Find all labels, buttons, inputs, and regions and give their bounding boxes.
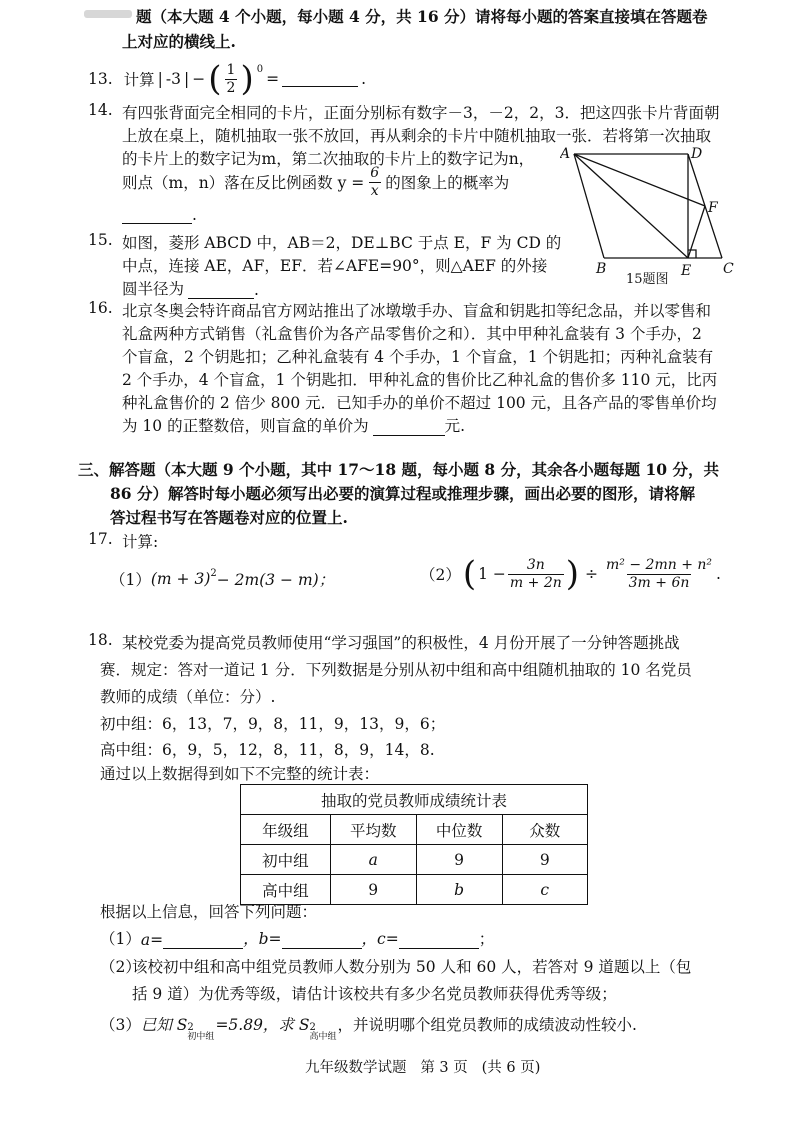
table-cell: 初中组 xyxy=(241,845,331,875)
q13-fraction xyxy=(225,63,238,95)
q18-sub3-sub2: 高中组 xyxy=(309,1032,337,1042)
q14-number: 14. xyxy=(88,101,113,119)
q17-part2-one-minus: 1 − xyxy=(478,565,506,583)
segment-AB xyxy=(574,154,604,258)
q17-part2-end: . xyxy=(716,565,721,583)
q17-part2-right-paren: ) xyxy=(565,554,580,594)
q17-part2-left-paren: ( xyxy=(462,554,477,594)
q14-line3: 的卡片上的数字记为m，第二次抽取的卡片上的数字记为n， xyxy=(122,150,535,168)
table-cell: 9 xyxy=(502,845,587,875)
table-cell: 9 xyxy=(416,845,502,875)
q14-line2: 上放在桌上，随机抽取一张不放回，再从剩余的卡片中随机抽取一张．若将第一次抽取 xyxy=(122,127,712,145)
q16-line6-text: 为 10 的正整数倍，则盲盒的单价为 xyxy=(122,417,369,435)
q15-line3-text: 圆半径为 xyxy=(122,280,185,298)
label-B: B xyxy=(596,261,607,277)
q17-part2 xyxy=(420,554,721,594)
q16-line6 xyxy=(122,414,465,436)
q13-left-paren: ( xyxy=(208,59,222,99)
part2-heading-fragment: 题（本大题 4 个小题，每小题 4 分，共 16 分）请将每小题的答案直接填在答题卷 xyxy=(136,7,708,26)
q18-line3: 教师的成绩（单位：分）. xyxy=(100,688,276,706)
q13-number: 13. xyxy=(88,70,113,88)
rhombus-figure xyxy=(560,140,740,285)
q17-part2-fraction1 xyxy=(508,558,564,590)
q18-sub3-sup2: 2 xyxy=(309,1022,316,1033)
q18-sub3 xyxy=(100,1013,637,1042)
q17-part1-expr-a: (m + 3) xyxy=(150,570,211,588)
q14-fraction xyxy=(368,166,381,198)
q15-line1: 如图，菱形 ABCD 中，AB＝2，DE⊥BC 于点 E，F 为 CD 的 xyxy=(122,234,562,252)
q14-frac-denominator: x xyxy=(370,182,379,199)
q18-sub1-label: （1） xyxy=(100,930,141,948)
q17-lead: 计算: xyxy=(122,533,159,551)
q13-minus: − xyxy=(192,70,206,88)
table-cell: a xyxy=(330,845,416,875)
q18-sub1 xyxy=(100,927,494,949)
table-header-cell: 平均数 xyxy=(330,815,416,845)
q14-answer-row xyxy=(122,206,197,224)
q14-frac-numerator: 6 xyxy=(370,165,380,181)
q17-part2-divide: ÷ xyxy=(585,565,599,583)
q18-sub3-sub1: 初中组 xyxy=(187,1032,215,1042)
q17-f2-denominator: 3m + 6n xyxy=(628,574,690,591)
part2-heading-line2: 上对应的横线上. xyxy=(122,32,236,51)
q14-answer-blank[interactable] xyxy=(122,209,192,224)
scan-smudge xyxy=(84,10,132,18)
q14-line4-end: 的图象上的概率为 xyxy=(385,174,510,193)
q17-number: 17. xyxy=(88,530,113,548)
q18-sub3-c: ，并说明哪个组党员教师的成绩波动性较小. xyxy=(337,1016,637,1034)
table-cell: b xyxy=(416,875,502,905)
q14-line1: 有四张背面完全相同的卡片，正面分别标有数字－3，－2，2，3．把这四张卡片背面朝 xyxy=(122,104,720,122)
q14-line4-start: 则点（m，n）落在反比例函数 y = xyxy=(122,174,365,193)
q13-equals: = xyxy=(266,70,280,88)
part3-heading-line3: 答过程书写在答题卷对应的位置上. xyxy=(110,508,348,527)
q18-number: 18. xyxy=(88,631,113,649)
table-row xyxy=(241,845,588,875)
q16-end: 元. xyxy=(444,417,466,435)
q18-blank-a[interactable] xyxy=(163,934,243,949)
q18-line1: 某校党委为提高党员教师使用“学习强国”的积极性，4 月份开展了一分钟答题挑战 xyxy=(122,634,680,652)
q13-exponent: 0 xyxy=(256,64,264,75)
q17-f1-numerator: 3n xyxy=(526,556,545,573)
q14-end: . xyxy=(192,206,197,224)
part3-heading-line1: 三、解答题（本大题 9 个小题，其中 17～18 题，每小题 8 分，其余各小题每题 10 分，共 xyxy=(78,460,719,479)
q18-sub3-script1 xyxy=(187,1023,214,1042)
q18-junior-data: 初中组：6，13，7，9，8，11，9，13，9，6； xyxy=(100,715,446,733)
q18-sub1-b-label: ，b= xyxy=(243,930,282,948)
table-header-cell: 年级组 xyxy=(241,815,331,845)
q15-line2: 中点，连接 AE，AF，EF．若∠AFE=90°，则△AEF 的外接 xyxy=(122,257,548,275)
q15-answer-blank[interactable] xyxy=(188,284,254,299)
q18-sub3-label: （3） xyxy=(100,1016,141,1034)
page-footer: 九年级数学试题 第 3 页 (共 6 页) xyxy=(305,1060,541,1076)
q13-frac-numerator: 1 xyxy=(226,61,236,78)
q17-part1-label: （1） xyxy=(110,571,151,589)
table-cell: 9 xyxy=(330,875,416,905)
q16-number: 16. xyxy=(88,299,113,317)
q16-line3: 个盲盒，2 个钥匙扣；乙种礼盒装有 4 个手办，1 个盲盒，1 个钥匙扣；丙种礼盒装有 xyxy=(122,348,714,366)
stats-table-header-row xyxy=(241,815,588,845)
q13-lead: 计算 xyxy=(123,71,155,89)
q17-part1 xyxy=(110,568,334,590)
q18-sub3-script2 xyxy=(309,1023,336,1042)
q15-number: 15. xyxy=(88,231,113,249)
q13-abs-inner: -3 xyxy=(165,70,182,88)
q18-sub1-c-label: ，c= xyxy=(361,930,399,948)
q13-right-paren: ) xyxy=(240,59,254,99)
q16-answer-blank[interactable] xyxy=(373,421,445,436)
q13-answer-blank[interactable] xyxy=(282,72,358,87)
q15-line3 xyxy=(122,277,259,299)
table-cell: 高中组 xyxy=(241,875,331,905)
stats-table-title-row xyxy=(241,785,588,815)
q18-blank-b[interactable] xyxy=(282,934,362,949)
q16-line5: 种礼盒售价的 2 倍少 800 元．已知手办的单价不超过 100 元，且各产品的零售单价均 xyxy=(122,394,717,412)
q17-part2-label: （2） xyxy=(420,566,461,584)
table-header-cell: 中位数 xyxy=(416,815,502,845)
q15-end: . xyxy=(254,281,259,299)
q13-abs-left-bar: | xyxy=(157,70,163,88)
q18-table-intro: 通过以上数据得到如下不完整的统计表： xyxy=(100,765,380,783)
q18-sub3-a: 已知 S xyxy=(140,1016,188,1034)
q16-line4: 2 个手办，4 个盲盒，1 个钥匙扣．甲种礼盒的售价比乙种礼盒的售价多 110 元，比丙 xyxy=(122,371,718,389)
part3-heading-line2: 86 分）解答时每小题必须写出必要的演算过程或推理步骤，画出必要的图形，请将解 xyxy=(110,484,695,503)
stats-table xyxy=(240,784,588,905)
q18-sub2-line2: 括 9 道）为优秀等级，请估计该校共有多少名党员教师获得优秀等级； xyxy=(132,985,617,1003)
q18-answer-intro: 根据以上信息，回答下列问题： xyxy=(100,903,318,921)
q18-senior-data: 高中组：6，9，5，12，8，11，8，9，14，8. xyxy=(100,741,435,759)
q13-abs-right-bar: | xyxy=(184,70,190,88)
q18-sub3-b: =5.89，求 S xyxy=(215,1016,310,1034)
q17-f1-denominator: m + 2n xyxy=(509,574,562,591)
q16-line1: 北京冬奥会特许商品官方网站推出了冰墩墩手办、盲盒和钥匙扣等纪念品，并以零售和 xyxy=(122,302,712,320)
segment-AF xyxy=(574,154,705,206)
q18-sub3-sup: 2 xyxy=(187,1022,194,1033)
q18-sub2-label: （2） xyxy=(100,958,141,976)
segment-AE xyxy=(574,154,688,258)
q18-sub1-a-label: a= xyxy=(140,931,164,949)
label-F: F xyxy=(708,200,718,216)
q13-end: . xyxy=(361,70,367,88)
q18-blank-c[interactable] xyxy=(399,934,479,949)
q17-part1-exponent: 2 xyxy=(210,568,217,579)
table-header-cell: 众数 xyxy=(502,815,587,845)
question-13 xyxy=(88,59,367,99)
q16-line2: 礼盒两种方式销售（礼盒售价为各产品零售价之和）．其中甲种礼盒装有 3 个手办，2 xyxy=(122,325,702,343)
label-A: A xyxy=(560,146,571,162)
figure-caption: 15题图 xyxy=(626,272,669,285)
label-E: E xyxy=(681,263,692,279)
stats-table-title: 抽取的党员教师成绩统计表 xyxy=(241,785,588,815)
q17-part1-expr-b: − 2m(3 − m)； xyxy=(216,571,335,589)
q18-sub2-line1: 该校初中组和高中组党员教师人数分别为 50 人和 60 人，若答对 9 道题以上（包 xyxy=(132,958,692,976)
q17-f2-numerator: m² − 2mn + n² xyxy=(606,556,713,573)
q14-line4 xyxy=(122,166,509,198)
q18-sub1-end: ； xyxy=(478,930,495,948)
label-C: C xyxy=(723,261,734,277)
q17-part2-fraction2 xyxy=(604,558,714,590)
table-cell: c xyxy=(502,875,587,905)
q13-frac-denominator: 2 xyxy=(226,79,236,96)
q18-line2: 赛．规定：答对一道记 1 分．下列数据是分别从初中组和高中组随机抽取的 10 名党员 xyxy=(100,661,692,679)
label-D: D xyxy=(691,146,703,162)
